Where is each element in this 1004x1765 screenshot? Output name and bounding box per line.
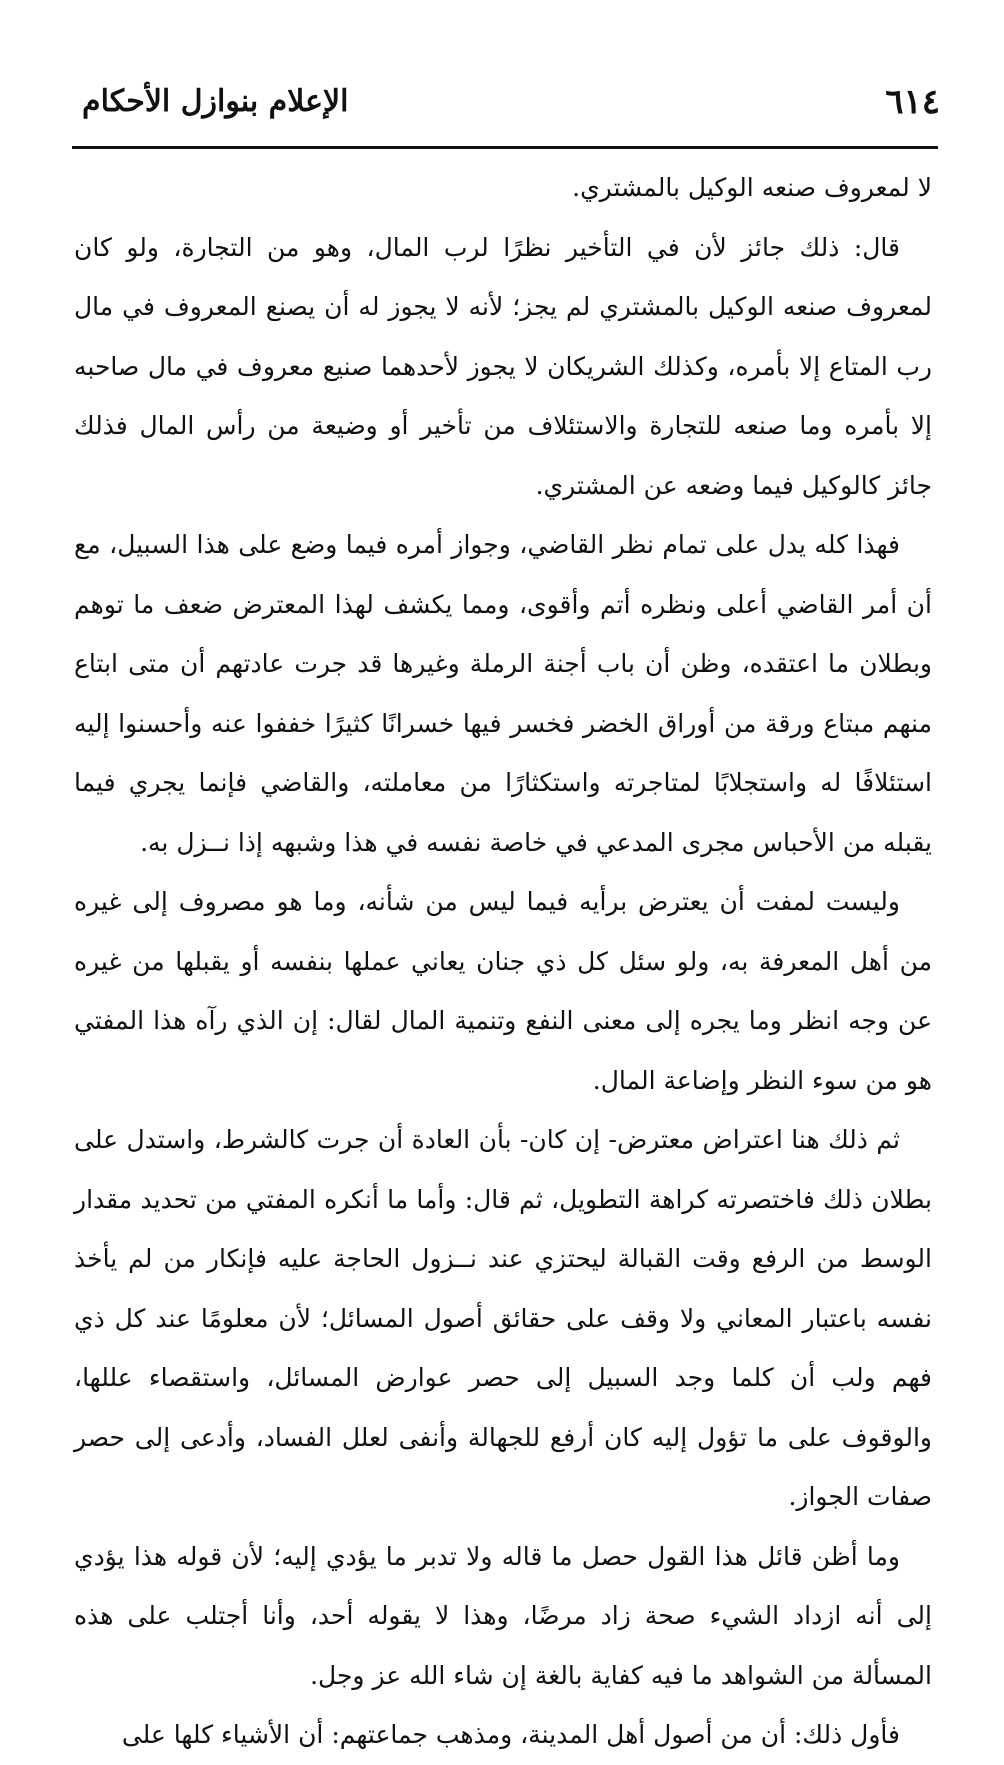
paragraph: فأول ذلك: أن من أصول أهل المدينة، ومذهب جماعتهم: أن الأشياء كلها على: [121, 1720, 900, 1749]
paragraph: لا لمعروف صنعه الوكيل بالمشتري.: [572, 173, 932, 202]
page-header: [72, 78, 940, 134]
paragraph: ثم ذلك هنا اعتراض معترض- إن كان- بأن العادة أن جرت كالشرط، واستدل على بطلان ذلك فاختصرته كراهة التطويل، ثم قال: وأما ما أنكره المفتي من تحديد مقدار الوسط من الرفع وقت القبالة ليحتزي عند نــزول الحاجة عليه فإنكار من لم يأخذ نفسه باعتبار المعاني ولا وقف على حقائق أصول المسائل؛ لأن معلومًا عند كل ذي فهم ولب أن كلما وجد السبيل إلى حصر عوارض المسائل، واستقصاء عللها، والوقوف على ما تؤول إليه كان أرفع للجهالة وأنفى لعلل الفساد، وأدعى إلى حصر صفات الجواز.: [74, 1125, 932, 1511]
page-number: ٦١٤: [885, 82, 940, 122]
header-divider: [72, 146, 938, 149]
paragraph: وما أظن قائل هذا القول حصل ما قاله ولا تدبر ما يؤدي إليه؛ لأن قوله هذا يؤدي إلى أنه ازداد الشيء صحة زاد مرضًا، وهذا لا يقوله أحد، وأنا أجتلب على هذه المسألة من الشواهد ما فيه كفاية بالغة إن شاء الله عز وجل.: [74, 1541, 932, 1690]
running-title: الإعلام بنوازل الأحكام: [82, 84, 349, 119]
paragraph: وليست لمفت أن يعترض برأيه فيما ليس من شأنه، وما هو مصروف إلى غيره من أهل المعرفة به، ولو سئل كل ذي جنان يعاني عملها بنفسه أو يقبلها من غيره عن وجه انظر وما يجره إلى معنى النفع وتنمية المال لقال: إن الذي رآه هذا المفتي هو من سوء النظر وإضاعة المال.: [74, 887, 932, 1095]
paragraph: قال: ذلك جائز لأن في التأخير نظرًا لرب المال، وهو من التجارة، ولو كان لمعروف صنعه الوكيل بالمشتري لم يجز؛ لأنه لا يجوز له أن يصنع المعروف في مال رب المتاع إلا بأمره، وكذلك الشريكان لا يجوز لأحدهما صنيع معروف في مال صاحبه إلا بأمره وما صنعه للتجارة والاستئلاف من تأخير أو وضيعة من رأس المال فذلك جائز كالوكيل فيما وضعه عن المشتري.: [74, 232, 932, 500]
paragraph: فهذا كله يدل على تمام نظر القاضي، وجواز أمره فيما وضع على هذا السبيل، مع أن أمر القاضي أعلى ونظره أتم وأقوى، ومما يكشف لهذا المعترض ضعف ما توهم وبطلان ما اعتقده، وظن أن باب أجنة الرملة وغيرها قد جرت عادتهم أن متى ابتاع منهم مبتاع ورقة من أوراق الخضر فخسر فيها خسرانًا كثيرًا خففوا عنه وأحسنوا إليه استئلافًا له واستجلابًا لمتاجرته واستكثارًا من معاملته، والقاضي فإنما يجري فيما يقبله من الأحباس مجرى المدعي في خاصة نفسه في هذا وشبهه إذا نــزل به.: [74, 530, 932, 857]
body-text: [74, 158, 932, 1765]
